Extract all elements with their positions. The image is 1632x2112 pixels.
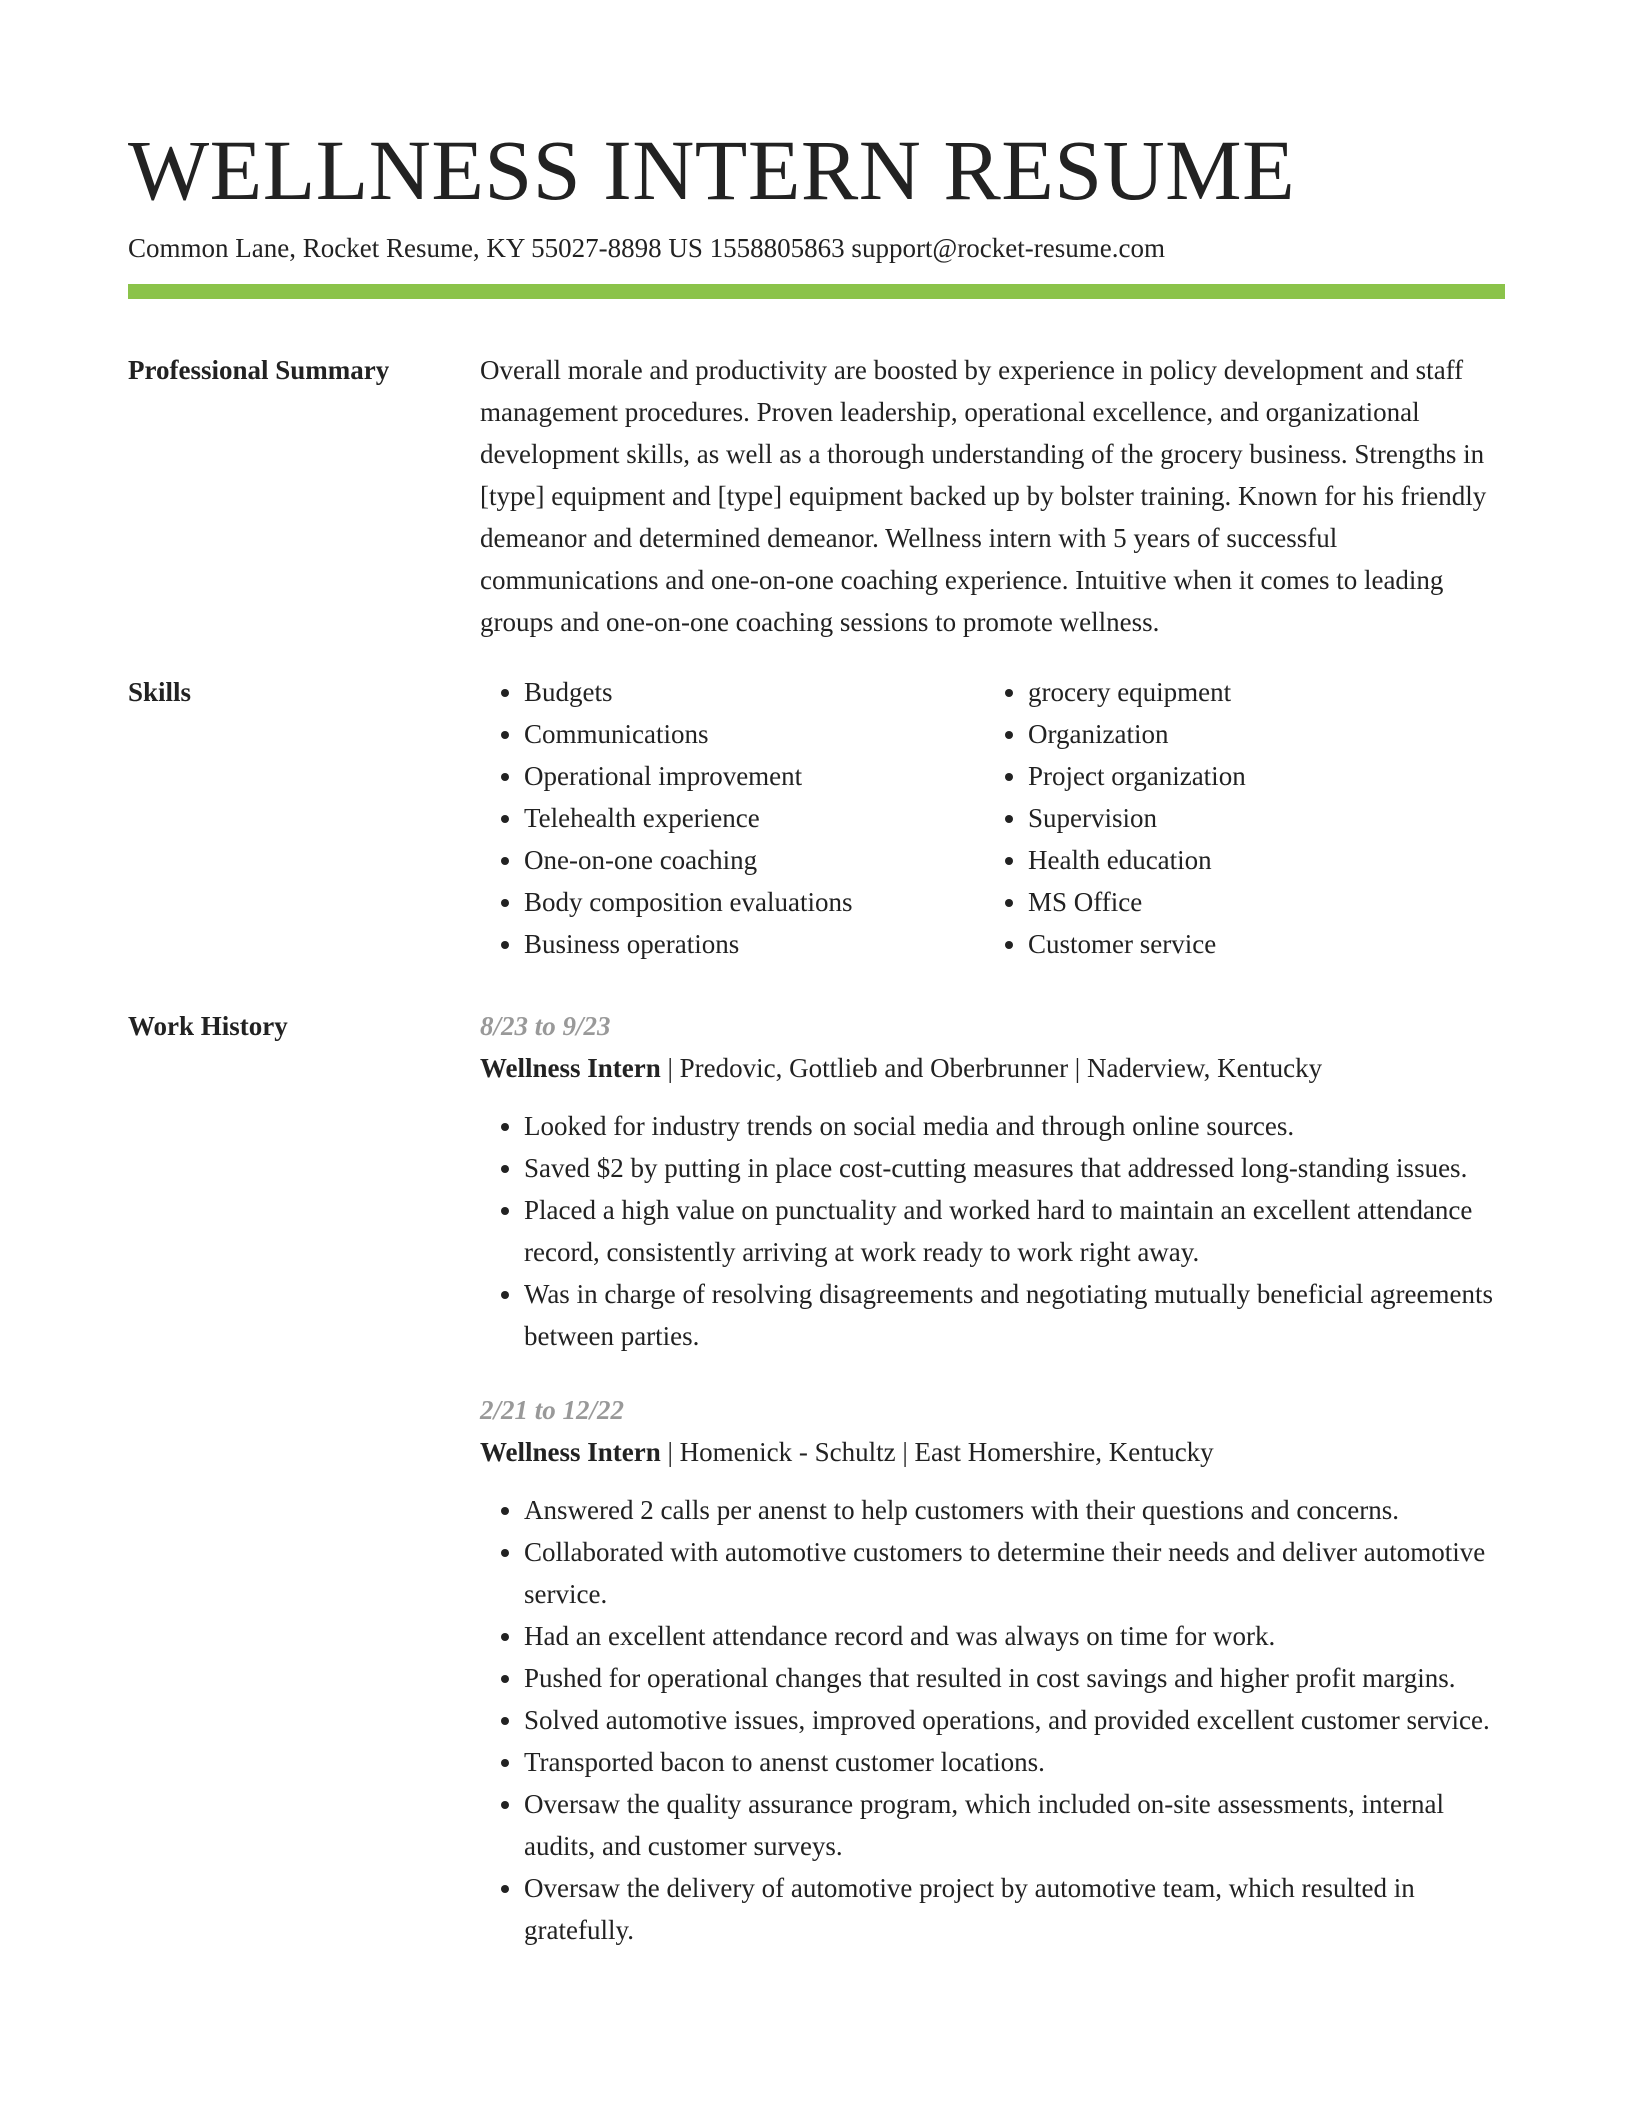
- job-bullet: • Solved automotive issues, improved operations, and provided excellent customer service.: [524, 1699, 1505, 1741]
- skill-item: • Body composition evaluations: [524, 881, 984, 923]
- skill-item: • Organization: [1028, 713, 1488, 755]
- job-date: 8/23 to 9/23: [480, 1011, 611, 1041]
- job-bullet: • Transported bacon to anenst customer locations.: [524, 1741, 1505, 1783]
- job-bullet: • Answered 2 calls per anenst to help customers with their questions and concerns.: [524, 1489, 1505, 1531]
- skills-section: [128, 671, 1505, 965]
- section-label-skills: Skills: [128, 677, 192, 707]
- skill-item: • Telehealth experience: [524, 797, 984, 839]
- job-entry: [480, 1389, 1505, 1951]
- skill-item: • Operational improvement: [524, 755, 984, 797]
- job-bullet: • Saved $2 by putting in place cost-cutting measures that addressed long-standing issues.: [524, 1147, 1505, 1189]
- job-title: Wellness Intern: [480, 1053, 661, 1083]
- job-bullet: • Had an excellent attendance record and was always on time for work.: [524, 1615, 1505, 1657]
- skills-list-left: [480, 671, 984, 965]
- job-bullets: [480, 1105, 1505, 1357]
- skill-item: • Communications: [524, 713, 984, 755]
- skill-item: • Supervision: [1028, 797, 1488, 839]
- work-history-section: [128, 1005, 1505, 1983]
- accent-divider: [128, 284, 1505, 299]
- skills-list-right: [984, 671, 1488, 965]
- summary-text: Overall morale and productivity are boosted by experience in policy development and staff management procedures. Proven leadership, operational excellence, and organizational development skills, as well as a thorough understanding of the grocery business. Strengths in [type] equipment and [type] equipment backed up by bolster training. Known for his friendly demeanor and determined demeanor. Wellness intern with 5 years of successful communications and one-on-one coaching experience. Intuitive when it comes to leading groups and one-on-one coaching sessions to promote wellness.: [480, 355, 1487, 637]
- resume-page: [128, 120, 1505, 1983]
- professional-summary-section: [128, 349, 1505, 643]
- contact-info: Common Lane, Rocket Resume, KY 55027-8898 US 1558805863 support@rocket-resume.com: [128, 233, 1165, 263]
- job-heading: [480, 1431, 1505, 1473]
- job-details: | Homenick - Schultz | East Homershire, Kentucky: [660, 1437, 1214, 1467]
- job-entry: [480, 1005, 1505, 1357]
- job-title: Wellness Intern: [480, 1437, 661, 1467]
- job-bullet: • Collaborated with automotive customers to determine their needs and deliver automotive service.: [524, 1531, 1505, 1615]
- job-bullet: • Oversaw the quality assurance program, which included on-site assessments, internal audits, and customer surveys.: [524, 1783, 1505, 1867]
- skill-item: • grocery equipment: [1028, 671, 1488, 713]
- job-bullet: • Looked for industry trends on social media and through online sources.: [524, 1105, 1505, 1147]
- skill-item: • Project organization: [1028, 755, 1488, 797]
- job-bullet: • Pushed for operational changes that resulted in cost savings and higher profit margins.: [524, 1657, 1505, 1699]
- skill-item: • Health education: [1028, 839, 1488, 881]
- job-bullet: • Placed a high value on punctuality and worked hard to maintain an excellent attendance record, consistently arriving at work ready to work right away.: [524, 1189, 1505, 1273]
- resume-title: WELLNESS INTERN RESUME: [128, 122, 1296, 218]
- job-details: | Predovic, Gottlieb and Oberbrunner | Naderview, Kentucky: [660, 1053, 1323, 1083]
- job-bullet: • Oversaw the delivery of automotive project by automotive team, which resulted in gratefully.: [524, 1867, 1505, 1951]
- job-heading: [480, 1047, 1505, 1089]
- section-label-work: Work History: [128, 1011, 288, 1041]
- job-date: 2/21 to 12/22: [480, 1395, 625, 1425]
- skill-item: • Business operations: [524, 923, 984, 965]
- skill-item: • Budgets: [524, 671, 984, 713]
- job-bullets: [480, 1489, 1505, 1951]
- section-label-summary: Professional Summary: [128, 355, 390, 385]
- skills-columns: [480, 671, 1505, 965]
- skill-item: • MS Office: [1028, 881, 1488, 923]
- skill-item: • Customer service: [1028, 923, 1488, 965]
- skill-item: • One-on-one coaching: [524, 839, 984, 881]
- job-bullet: • Was in charge of resolving disagreements and negotiating mutually beneficial agreements between parties.: [524, 1273, 1505, 1357]
